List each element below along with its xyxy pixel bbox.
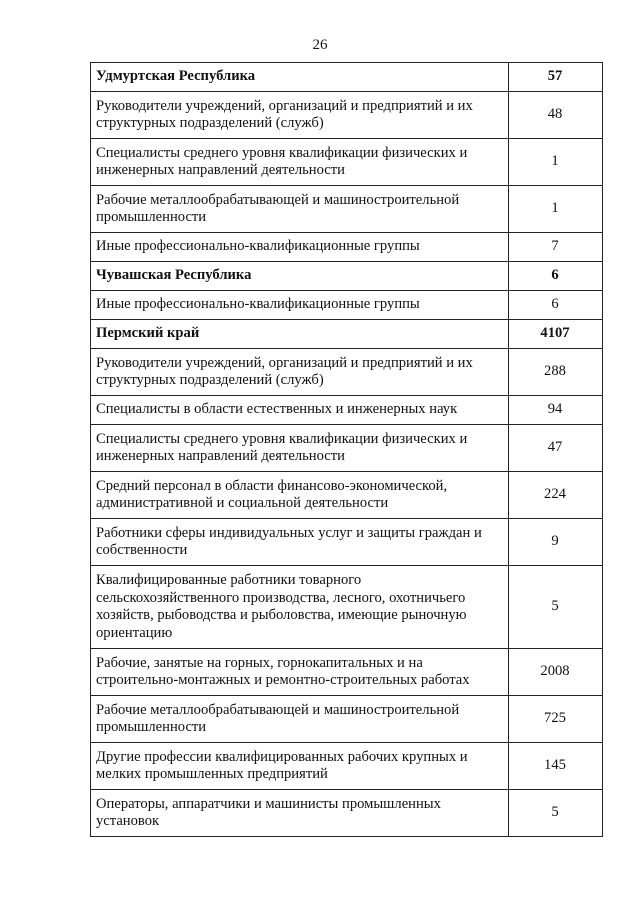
table-row — [91, 92, 603, 139]
category-count: 9 — [509, 519, 603, 566]
region-row — [91, 262, 603, 291]
category-count: 6 — [509, 291, 603, 320]
category-count: 725 — [509, 696, 603, 743]
category-name: Руководители учреждений, организаций и предприятий и их структурных подразделений (служб) — [91, 92, 509, 139]
table-row — [91, 472, 603, 519]
category-name: Рабочие металлообрабатывающей и машиностроительной промышленности — [91, 186, 509, 233]
page-number: 26 — [312, 37, 328, 53]
category-name: Рабочие, занятые на горных, горнокапитальных и на строительно-монтажных и ремонтно-строительных работах — [91, 649, 509, 696]
table-row — [91, 649, 603, 696]
category-count: 48 — [509, 92, 603, 139]
category-name: Другие профессии квалифицированных рабочих крупных и мелких промышленных предприятий — [91, 743, 509, 790]
category-count: 2008 — [509, 649, 603, 696]
category-count: 145 — [509, 743, 603, 790]
region-total: 4107 — [509, 320, 603, 349]
category-name: Операторы, аппаратчики и машинисты промышленных установок — [91, 790, 509, 837]
region-row — [91, 63, 603, 92]
category-count: 288 — [509, 349, 603, 396]
region-total: 57 — [509, 63, 603, 92]
category-name: Специалисты среднего уровня квалификации физических и инженерных направлений деятельности — [91, 139, 509, 186]
table-body — [91, 63, 603, 837]
category-count: 5 — [509, 790, 603, 837]
category-name: Специалисты в области естественных и инженерных наук — [91, 396, 509, 425]
category-count: 5 — [509, 566, 603, 649]
table-row — [91, 790, 603, 837]
table-row — [91, 291, 603, 320]
table-row — [91, 743, 603, 790]
category-count: 1 — [509, 139, 603, 186]
region-name: Удмуртская Республика — [91, 63, 509, 92]
category-name: Работники сферы индивидуальных услуг и защиты граждан и собственности — [91, 519, 509, 566]
category-name: Иные профессионально-квалификационные группы — [91, 233, 509, 262]
category-count: 1 — [509, 186, 603, 233]
table-row — [91, 566, 603, 649]
table-row — [91, 519, 603, 566]
table-row — [91, 186, 603, 233]
category-count: 7 — [509, 233, 603, 262]
category-count: 94 — [509, 396, 603, 425]
category-name: Средний персонал в области финансово-экономической, административной и социальной деятельности — [91, 472, 509, 519]
category-count: 47 — [509, 425, 603, 472]
statistics-table — [90, 62, 603, 837]
region-name: Пермский край — [91, 320, 509, 349]
category-name: Иные профессионально-квалификационные группы — [91, 291, 509, 320]
category-name: Специалисты среднего уровня квалификации физических и инженерных направлений деятельности — [91, 425, 509, 472]
category-name: Руководители учреждений, организаций и предприятий и их структурных подразделений (служб) — [91, 349, 509, 396]
region-row — [91, 320, 603, 349]
table-row — [91, 139, 603, 186]
category-name: Рабочие металлообрабатывающей и машиностроительной промышленности — [91, 696, 509, 743]
region-total: 6 — [509, 262, 603, 291]
table-row — [91, 233, 603, 262]
table-row — [91, 396, 603, 425]
table-row — [91, 425, 603, 472]
category-count: 224 — [509, 472, 603, 519]
table-row — [91, 349, 603, 396]
category-name: Квалифицированные работники товарного сельскохозяйственного производства, лесного, охотничьего хозяйств, рыбоводства и рыболовства, имеющие рыночную ориентацию — [91, 566, 509, 649]
region-name: Чувашская Республика — [91, 262, 509, 291]
table-row — [91, 696, 603, 743]
